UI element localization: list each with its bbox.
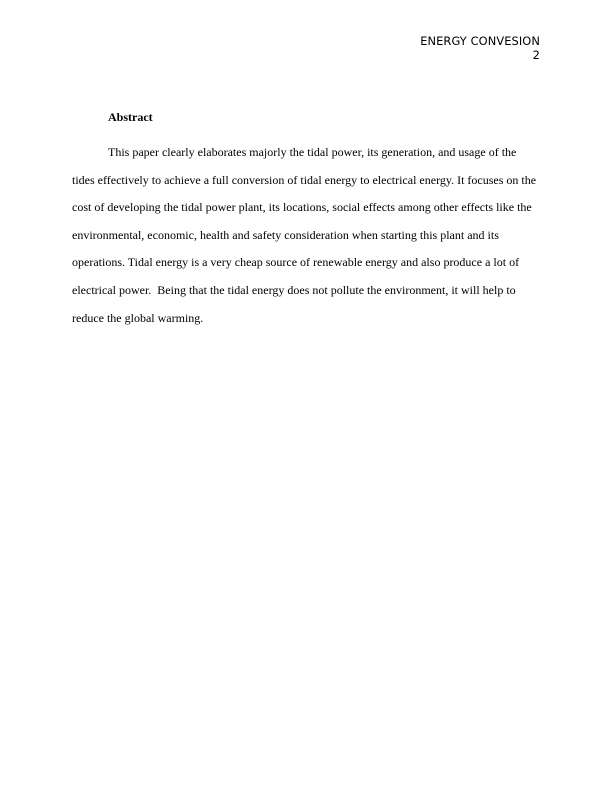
abstract-line: tides effectively to achieve a full conversion of tidal energy to electrical energy. It focuses on the xyxy=(72,172,537,187)
abstract-line: electrical power. Being that the tidal energy does not pollute the environment, it will help to xyxy=(72,282,516,297)
abstract-paragraph xyxy=(72,144,540,337)
abstract-line: environmental, economic, health and safety consideration when starting this plant and its xyxy=(72,227,499,242)
abstract-line: operations. Tidal energy is a very cheap source of renewable energy and also produce a lot of xyxy=(72,255,520,270)
running-head xyxy=(420,34,540,62)
page-number: 2 xyxy=(532,48,540,62)
running-head-title: ENERGY CONVESION xyxy=(420,34,540,48)
abstract-line: cost of developing the tidal power plant, its locations, social effects among other effects like the xyxy=(72,200,532,215)
abstract-line: This paper clearly elaborates majorly the tidal power, its generation, and usage of the xyxy=(108,145,517,159)
abstract-heading: Abstract xyxy=(108,110,153,124)
abstract-line: reduce the global warming. xyxy=(72,310,204,325)
